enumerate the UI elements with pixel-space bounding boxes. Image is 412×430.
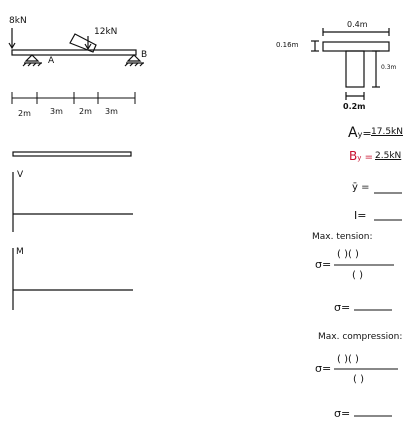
inertia-label: I= <box>354 209 367 222</box>
inclined-bracket <box>70 34 96 52</box>
support-a-label: A <box>48 56 55 66</box>
span-label: 2m <box>79 107 92 116</box>
span-label: 2m <box>18 109 31 118</box>
web-height-label: 0.3m <box>381 64 397 71</box>
load-12kn-label: 12kN <box>94 27 118 37</box>
span-label: 3m <box>50 107 63 116</box>
tension-numerator: ( )( ) <box>337 249 359 260</box>
span-label: 3m <box>105 107 118 116</box>
compression-numerator: ( )( ) <box>337 354 359 365</box>
moment-diagram-axes <box>13 248 133 310</box>
support-a <box>26 55 38 61</box>
free-body-bar <box>13 152 131 156</box>
t-section <box>311 28 389 100</box>
moment-axis-label: M <box>16 247 24 257</box>
max-tension-heading: Max. tension: <box>312 232 373 242</box>
tension-denominator: ( ) <box>352 270 363 281</box>
support-b <box>128 55 140 61</box>
max-compression-heading: Max. compression: <box>318 332 403 342</box>
by-value: 2.5kN <box>375 151 402 161</box>
load-8kn-label: 8kN <box>9 16 27 26</box>
ybar-label: ȳ = <box>352 182 370 193</box>
beam-body <box>12 50 136 55</box>
web-width-label: 0.2m <box>343 102 366 111</box>
tension-result-label: σ= <box>334 301 351 314</box>
top-width-label: 0.4m <box>347 20 368 29</box>
web <box>346 51 364 87</box>
support-b-label: B <box>141 50 148 60</box>
beam-diagram <box>9 28 144 66</box>
compression-denominator: ( ) <box>353 374 364 385</box>
by-label: By = <box>349 149 373 163</box>
shear-axis-label: V <box>17 170 24 180</box>
ay-value: 17.5kN <box>371 127 403 137</box>
flange-thickness-label: 0.16m <box>276 41 299 49</box>
flange <box>323 42 389 51</box>
tension-sigma: σ= <box>315 258 332 271</box>
compression-sigma: σ= <box>315 362 332 375</box>
compression-result-label: σ= <box>334 407 351 420</box>
shear-diagram-axes <box>13 172 133 232</box>
span-dimensions <box>12 92 135 104</box>
ay-label: Ay= <box>348 125 372 141</box>
